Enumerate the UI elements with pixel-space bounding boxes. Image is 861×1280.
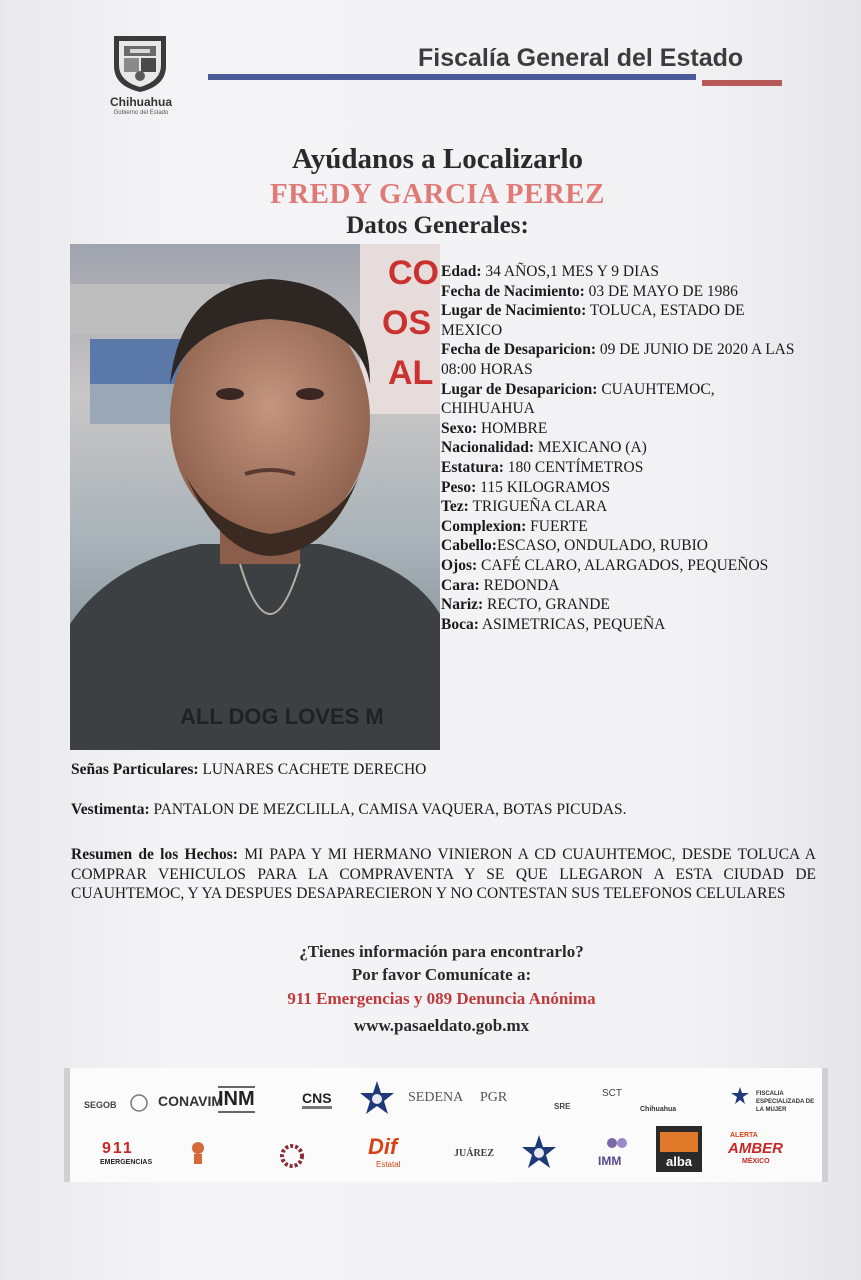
dif-logo: Dif [368, 1134, 398, 1159]
section-title: Datos Generales: [346, 212, 529, 239]
missing-person-name: FREDY GARCIA PEREZ [269, 178, 605, 210]
gov-name: Chihuahua [110, 95, 172, 109]
gov-subtitle: Gobierno del Estado [113, 110, 169, 116]
fiscalia-mujer-logo: FISCALIA ESPECIALIZADA DE LA MUJER [756, 1091, 815, 1113]
detail-value: MEXICANO (A) [534, 439, 647, 457]
detail-label: Edad: [441, 263, 482, 280]
detail-row [441, 419, 801, 439]
detail-value: 09 DE JUNIO DE 2020 A LAS 08:00 HORAS [441, 341, 795, 378]
detail-row [441, 458, 801, 478]
detail-value: 180 CENTÍMETROS [503, 458, 644, 476]
mexico-shield-icon [130, 1094, 148, 1117]
vestimenta-label: Vestimenta: [71, 801, 150, 818]
amber-logo: AMBER [728, 1140, 783, 1157]
detail-value: FUERTE [526, 517, 588, 535]
fiscalia-star-icon [730, 1086, 750, 1111]
detail-row [441, 595, 801, 615]
dif-sub: Estatal [376, 1160, 401, 1169]
cta-question: ¿Tienes información para encontrarlo? [299, 942, 584, 961]
detail-row [441, 615, 801, 635]
detail-label: Boca: [441, 615, 479, 633]
detail-value: CUAUHTEMOC, CHIHUAHUA [441, 380, 715, 418]
justicia-icon [280, 1144, 304, 1173]
logo-strip [64, 1068, 828, 1182]
detail-row [441, 262, 801, 282]
cta-website[interactable]: www.pasaeldato.gob.mx [353, 1016, 530, 1035]
detail-row [441, 282, 801, 302]
detail-value: TRIGUEÑA CLARA [468, 498, 608, 516]
911-label: EMERGENCIAS [100, 1159, 153, 1166]
imm-logo: IMM [598, 1154, 622, 1168]
pgr-logo: PGR [480, 1090, 508, 1105]
alba-logo: alba [665, 1154, 692, 1169]
mujeres-icon [188, 1140, 208, 1171]
imm-icon [606, 1134, 628, 1157]
detail-label: Nariz: [441, 596, 484, 614]
detail-label: Complexion: [441, 517, 527, 535]
detail-label: Ojos: [441, 556, 478, 574]
alerta-label: ALERTA [730, 1132, 758, 1139]
segob-logo: SEGOB [84, 1100, 117, 1110]
detail-label: Lugar de Nacimiento: [441, 302, 587, 320]
detail-value: ASIMETRICAS, PEQUEÑA [478, 615, 666, 633]
911-logo: 911 [102, 1140, 134, 1157]
vestimenta-value: PANTALON DE MEZCLILLA, CAMISA VAQUERA, BOTAS PICUDAS. [149, 801, 627, 818]
detail-row [441, 497, 801, 517]
person-photo [70, 244, 440, 750]
detail-label: Cabello: [441, 537, 497, 555]
juarez-logo: JUÁREZ [454, 1148, 495, 1159]
detail-value: CAFÉ CLARO, ALARGADOS, PEQUEÑOS [477, 556, 769, 574]
detail-label: Estatura: [441, 458, 504, 476]
conavim-logo: CONAVIM [158, 1093, 224, 1109]
detail-label: Nacionalidad: [441, 439, 535, 457]
detail-row [441, 380, 801, 419]
chihuahua-logo: Chihuahua [640, 1106, 677, 1113]
detail-label: Peso: [441, 478, 477, 496]
detail-row [441, 301, 801, 340]
shirt-text: ALL DOG LOVES M [180, 704, 384, 729]
banner-line-2: OS [382, 304, 432, 342]
detail-row [441, 556, 801, 576]
detail-row [441, 536, 801, 556]
detail-label: Cara: [441, 576, 480, 594]
detail-row [441, 576, 801, 596]
detail-row [441, 438, 801, 458]
detail-value: REDONDA [479, 576, 560, 594]
detail-value: 03 DE MAYO DE 1986 [584, 282, 738, 300]
senas-label: Señas Particulares: [71, 761, 199, 778]
detail-label: Fecha de Nacimiento: [441, 282, 585, 300]
detail-label: Sexo: [441, 419, 478, 437]
detail-row [441, 340, 801, 379]
detail-label: Tez: [441, 498, 469, 516]
detail-label: Lugar de Desaparicion: [441, 380, 598, 398]
banner-line-3: AL [388, 354, 434, 392]
detail-value: ESCASO, ONDULADO, RUBIO [496, 537, 708, 555]
clothing [71, 800, 816, 820]
chihuahua-seal-icon [108, 32, 172, 94]
amber-mexico: MÉXICO [742, 1158, 770, 1165]
inm-logo: INM [218, 1086, 255, 1113]
police-star-2-icon [520, 1134, 558, 1177]
sedena-logo: SEDENA [408, 1090, 464, 1105]
detail-label: Fecha de Desaparicion: [441, 341, 596, 359]
page-title: Ayúdanos a Localizarlo [291, 143, 584, 175]
detail-row [441, 517, 801, 537]
incident-summary [71, 845, 816, 904]
sre-logo: SRE [554, 1102, 571, 1111]
detail-value: HOMBRE [477, 419, 548, 437]
detail-value: RECTO, GRANDE [483, 596, 610, 614]
detail-value: 115 KILOGRAMOS [476, 478, 611, 496]
agency-title: Fiscalía General del Estado [418, 44, 744, 72]
cta-phones: 911 Emergencias y 089 Denuncia Anónima [287, 989, 596, 1008]
detail-row [441, 478, 801, 498]
police-star-icon [358, 1080, 396, 1123]
sct-logo: SCT [602, 1088, 622, 1099]
detail-value: 34 AÑOS,1 MES Y 9 DIAS [481, 263, 660, 280]
header-stripe-blue [208, 74, 696, 80]
header-stripe-red [702, 80, 782, 86]
distinguishing-marks [71, 760, 816, 780]
cns-logo: CNS [302, 1090, 332, 1109]
cta-contact: Por favor Comunícate a: [351, 965, 532, 984]
details-list [441, 262, 801, 634]
resumen-value: MI PAPA Y MI HERMANO VINIERON A CD CUAUHTEMOC, DESDE TOLUCA A COMPRAR VEHICULOS PARA LA COMPRAVENTA Y SE QUE LLEGARON A ESTA CIUDAD DE CUAUHTEMOC, Y YA DESPUES DESAPARECIERON Y NO CONTESTAN SUS TELEFONOS CELULARES [71, 846, 816, 903]
resumen-label: Resumen de los Hechos: [71, 846, 238, 863]
banner-line-1: CO [388, 254, 439, 292]
detail-value: TOLUCA, ESTADO DE MEXICO [441, 302, 745, 339]
alba-logo-box [656, 1126, 702, 1172]
senas-value: LUNARES CACHETE DERECHO [198, 761, 427, 778]
